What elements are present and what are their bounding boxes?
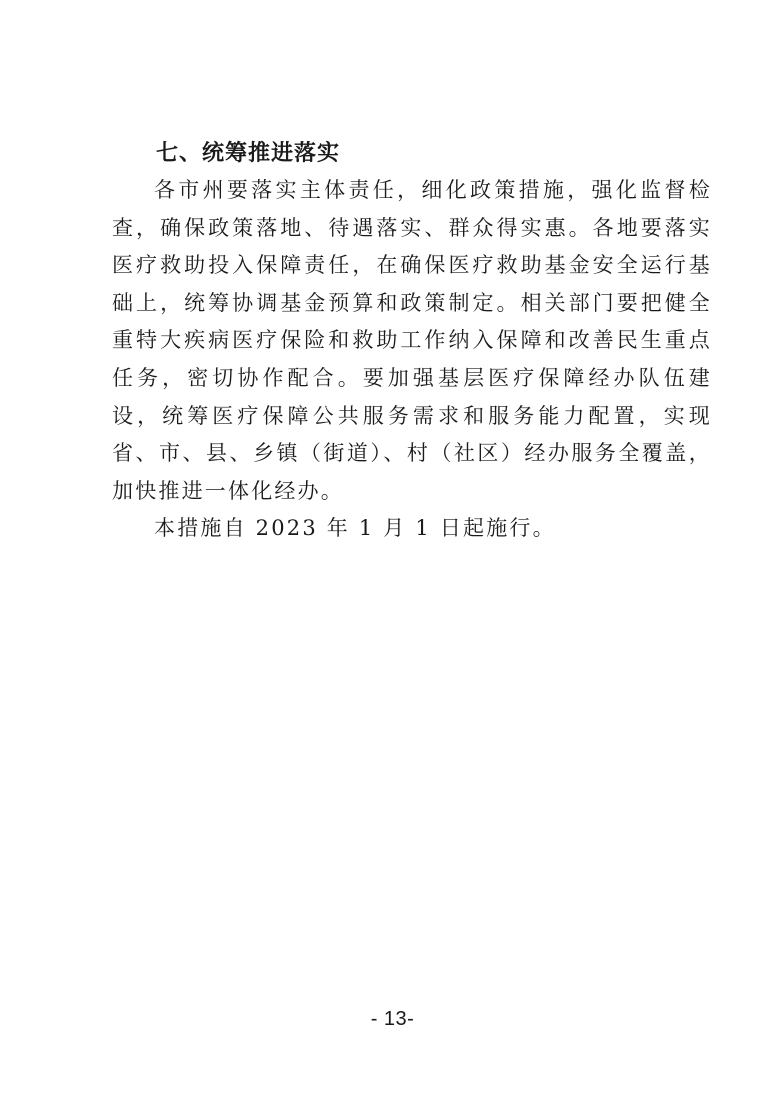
page-number: - 13-	[370, 1008, 415, 1030]
effective-date-paragraph: 本措施自 2023 年 1 月 1 日起施行。	[154, 516, 556, 541]
section-heading: 七、统筹推进落实	[156, 141, 341, 166]
document-body	[112, 136, 712, 548]
body-paragraph: 各市州要落实主体责任，细化政策措施，强化监督检查，确保政策落地、待遇落实、群众得实惠。各地要落实医疗救助投入保障责任，在确保医疗救助基金安全运行基础上，统筹协调基金预算和政策制定。相关部门要把健全重特大疾病医疗保险和救助工作纳入保障和改善民生重点任务，密切协作配合。要加强基层医疗保障经办队伍建设，统筹医疗保障公共服务需求和服务能力配置，实现省、市、县、乡镇（街道）、村（社区）经办服务全覆盖，加快推进一体化经办。	[112, 178, 712, 503]
